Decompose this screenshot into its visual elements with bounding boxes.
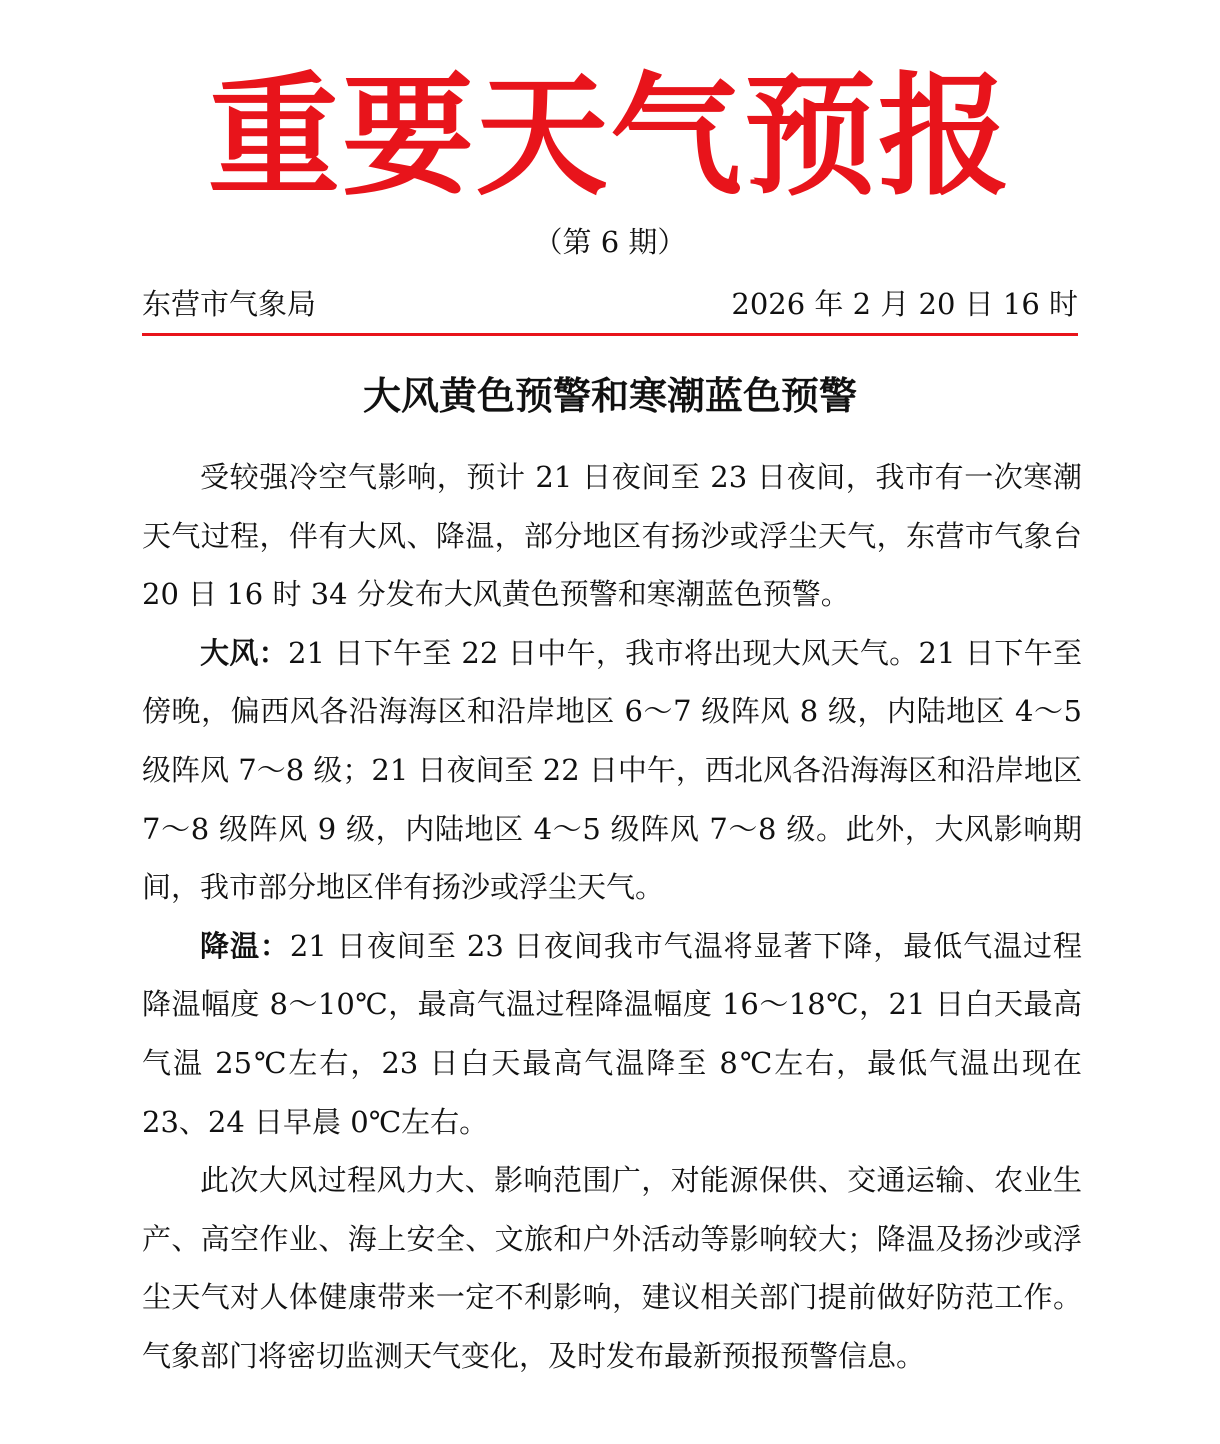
paragraph-wind xyxy=(142,624,1082,917)
paragraph-lead: 大风： xyxy=(200,635,289,670)
paragraph-lead: 降温： xyxy=(200,928,290,963)
issue-datetime: 2026 年 2 月 20 日 16 时 xyxy=(731,287,1078,321)
paragraph-intro xyxy=(142,448,1082,624)
paragraph-advice xyxy=(142,1151,1082,1385)
paragraph-cooling xyxy=(142,917,1082,1151)
issuer-row xyxy=(142,282,1078,326)
masthead-title: 重要天气预报 xyxy=(208,59,1012,214)
issuer-name: 东营市气象局 xyxy=(142,287,317,321)
paragraph-text: 21 日夜间至 23 日夜间我市气温将显著下降，最低气温过程降温幅度 8～10℃，最高气温过程降温幅度 16～18℃，21 日白天最高气温 25℃左右，23 日白天最高气温降至 8℃左右，最低气温出现在 23、24 日早晨 0℃左右。 xyxy=(142,928,1082,1139)
document-body xyxy=(142,448,1082,1386)
document-title: 大风黄色预警和寒潮蓝色预警 xyxy=(362,373,857,418)
paragraph-text: 21 日下午至 22 日中午，我市将出现大风天气。21 日下午至傍晚，偏西风各沿海海区和沿岸地区 6～7 级阵风 8 级，内陆地区 4～5 级阵风 7～8 级；21 日夜间至 22 日中午，西北风各沿海海区和沿岸地区 7～8 级阵风 9 级，内陆地区 4～5 级阵风 7～8 级。此外，大风影响期间，我市部分地区伴有扬沙或浮尘天气。 xyxy=(142,635,1082,905)
paragraph-text: 此次大风过程风力大、影响范围广，对能源保供、交通运输、农业生产、高空作业、海上安全、文旅和户外活动等影响较大；降温及扬沙或浮尘天气对人体健康带来一定不利影响，建议相关部门提前做好防范工作。气象部门将密切监测天气变化，及时发布最新预报预警信息。 xyxy=(142,1163,1082,1373)
red-divider xyxy=(142,333,1078,336)
paragraph-text: 受较强冷空气影响，预计 21 日夜间至 23 日夜间，我市有一次寒潮天气过程，伴有大风、降温，部分地区有扬沙或浮尘天气，东营市气象台 20 日 16 时 34 分发布大风黄色预警和寒潮蓝色预警。 xyxy=(142,460,1082,612)
issue-number: （第 6 期） xyxy=(533,225,687,259)
